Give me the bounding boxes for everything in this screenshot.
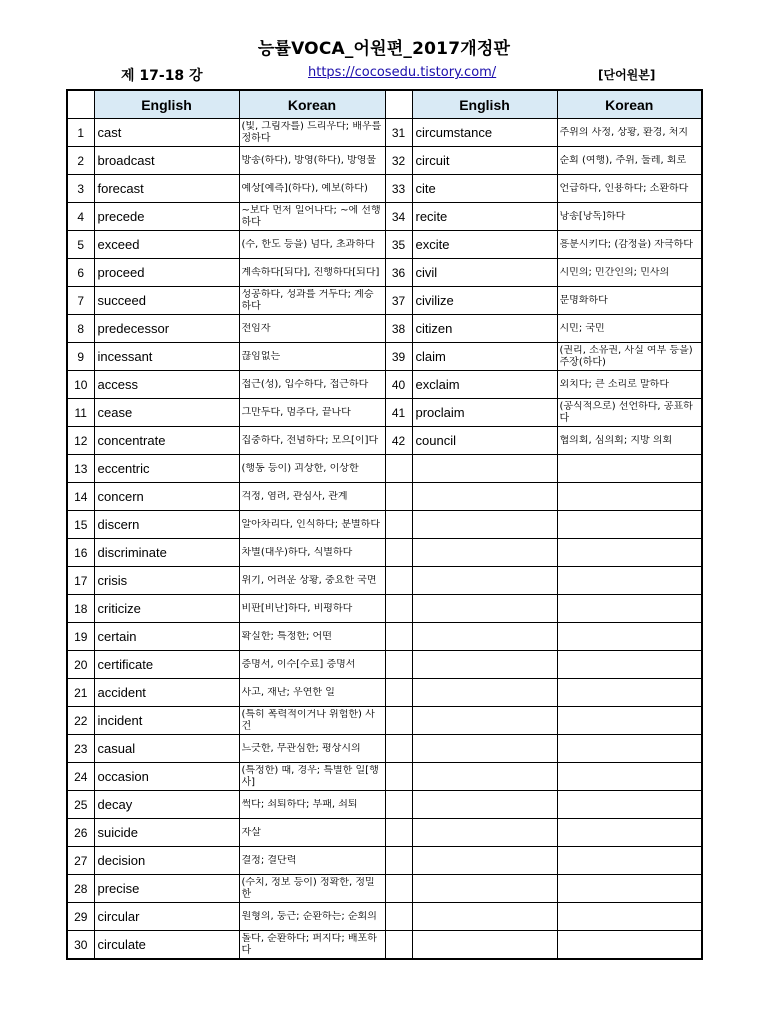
- korean-meaning-text: (수치, 정보 등이) 정확한, 정밀한: [241, 876, 375, 900]
- korean-meaning: [239, 735, 385, 763]
- korean-header: Korean: [557, 90, 702, 119]
- korean-meaning: [239, 651, 385, 679]
- korean-meaning: [239, 203, 385, 231]
- english-word: [412, 875, 557, 903]
- korean-meaning: [557, 231, 702, 259]
- korean-meaning-text: ~보다 먼저 일어나다; ~에 선행하다: [241, 204, 381, 228]
- korean-meaning: [239, 119, 385, 147]
- english-word: cast: [94, 119, 239, 147]
- english-word: forecast: [94, 175, 239, 203]
- word-number: 6: [67, 259, 94, 287]
- korean-meaning: [557, 595, 702, 623]
- korean-meaning: [557, 679, 702, 707]
- korean-meaning-text: 성공하다, 성과를 거두다; 계승하다: [241, 288, 374, 312]
- table-row: [67, 819, 702, 847]
- korean-meaning: [239, 539, 385, 567]
- korean-meaning: [557, 847, 702, 875]
- word-number: 18: [67, 595, 94, 623]
- english-word: decay: [94, 791, 239, 819]
- korean-meaning: [557, 707, 702, 735]
- korean-meaning: [239, 175, 385, 203]
- korean-meaning: [557, 875, 702, 903]
- word-number: 3: [67, 175, 94, 203]
- korean-meaning-text: 전임자: [241, 322, 271, 334]
- korean-meaning-text: 협의회, 심의회; 지방 의회: [559, 434, 673, 446]
- blog-link[interactable]: https://cocosedu.tistory.com/: [308, 65, 497, 80]
- korean-meaning: [239, 371, 385, 399]
- english-word: council: [412, 427, 557, 455]
- english-word: [412, 623, 557, 651]
- english-word: recite: [412, 203, 557, 231]
- word-number: 33: [385, 175, 412, 203]
- word-number: 32: [385, 147, 412, 175]
- table-row: [67, 315, 702, 343]
- english-word: claim: [412, 343, 557, 371]
- korean-meaning-text: 썩다; 쇠퇴하다; 부패, 쇠퇴: [241, 798, 358, 810]
- korean-meaning: [557, 931, 702, 960]
- word-number: 11: [67, 399, 94, 427]
- korean-meaning: [557, 651, 702, 679]
- english-word: civil: [412, 259, 557, 287]
- korean-meaning: [557, 511, 702, 539]
- english-word: incessant: [94, 343, 239, 371]
- english-word: certain: [94, 623, 239, 651]
- english-word: incident: [94, 707, 239, 735]
- korean-meaning-text: 방송(하다), 방영(하다), 방영물: [241, 154, 377, 166]
- english-word: proceed: [94, 259, 239, 287]
- english-word: [412, 735, 557, 763]
- word-number: 13: [67, 455, 94, 483]
- korean-meaning-text: 확실한; 특정한; 어떤: [241, 630, 332, 642]
- korean-meaning: [557, 203, 702, 231]
- korean-meaning: [557, 735, 702, 763]
- english-word: discern: [94, 511, 239, 539]
- korean-meaning-text: 그만두다, 멈추다, 끝나다: [241, 406, 351, 418]
- english-word: excite: [412, 231, 557, 259]
- word-number: 16: [67, 539, 94, 567]
- korean-meaning: [557, 427, 702, 455]
- table-row: [67, 903, 702, 931]
- word-number: [385, 539, 412, 567]
- vocab-body: [67, 119, 702, 960]
- english-word: casual: [94, 735, 239, 763]
- korean-meaning: [239, 259, 385, 287]
- vocab-table: [66, 89, 703, 960]
- english-word: access: [94, 371, 239, 399]
- num-header: [385, 90, 412, 119]
- english-word: citizen: [412, 315, 557, 343]
- english-word: precise: [94, 875, 239, 903]
- korean-meaning: [239, 455, 385, 483]
- english-word: accident: [94, 679, 239, 707]
- table-row: [67, 455, 702, 483]
- word-number: 20: [67, 651, 94, 679]
- english-word: [412, 483, 557, 511]
- korean-meaning-text: 원형의, 둥근; 순환하는; 순회의: [241, 910, 377, 922]
- korean-meaning-text: 돌다, 순환하다; 퍼지다; 배포하다: [241, 932, 377, 956]
- table-row: [67, 483, 702, 511]
- word-number: 12: [67, 427, 94, 455]
- english-word: [412, 707, 557, 735]
- word-number: [385, 763, 412, 791]
- korean-meaning-text: 계속하다[되다], 진행하다[되다]: [241, 266, 380, 278]
- english-word: broadcast: [94, 147, 239, 175]
- english-word: [412, 511, 557, 539]
- english-word: [412, 595, 557, 623]
- lecture-label: 제 17-18 강: [121, 68, 203, 84]
- korean-meaning-text: 차별(대우)하다, 식별하다: [241, 546, 353, 558]
- korean-meaning-text: (권리, 소유권, 사실 여부 등을) 주장(하다): [559, 344, 693, 368]
- korean-meaning-text: 증명서, 이수[수료] 증명서: [241, 658, 356, 670]
- korean-meaning-text: 결정; 결단력: [241, 854, 297, 866]
- english-word: [412, 455, 557, 483]
- table-row: [67, 847, 702, 875]
- table-row: [67, 399, 702, 427]
- word-number: 27: [67, 847, 94, 875]
- korean-meaning-text: 집중하다, 전념하다; 모으[이]다: [241, 434, 379, 446]
- korean-meaning-text: 외치다; 큰 소리로 말하다: [559, 378, 670, 390]
- english-word: [412, 567, 557, 595]
- word-number: 1: [67, 119, 94, 147]
- word-number: 37: [385, 287, 412, 315]
- english-header: English: [412, 90, 557, 119]
- word-number: [385, 819, 412, 847]
- korean-meaning-text: 자살: [241, 826, 261, 838]
- korean-meaning-text: (행동 등이) 괴상한, 이상한: [241, 462, 359, 474]
- word-number: 30: [67, 931, 94, 960]
- korean-meaning: [239, 147, 385, 175]
- english-word: [412, 763, 557, 791]
- korean-meaning: [557, 539, 702, 567]
- word-number: [385, 931, 412, 960]
- korean-meaning: [239, 427, 385, 455]
- document-title: 능률VOCA_어원편_2017개정판: [257, 39, 511, 59]
- word-number: 26: [67, 819, 94, 847]
- korean-meaning: [239, 623, 385, 651]
- word-number: 41: [385, 399, 412, 427]
- english-word: [412, 539, 557, 567]
- english-word: crisis: [94, 567, 239, 595]
- num-header: [67, 90, 94, 119]
- korean-meaning: [239, 315, 385, 343]
- english-word: criticize: [94, 595, 239, 623]
- table-row: [67, 259, 702, 287]
- word-number: 25: [67, 791, 94, 819]
- word-number: 4: [67, 203, 94, 231]
- korean-meaning: [557, 455, 702, 483]
- table-row: [67, 147, 702, 175]
- english-word: circular: [94, 903, 239, 931]
- korean-meaning: [239, 875, 385, 903]
- table-row: [67, 707, 702, 735]
- english-word: [412, 931, 557, 960]
- english-word: [412, 819, 557, 847]
- korean-meaning: [557, 903, 702, 931]
- word-number: 38: [385, 315, 412, 343]
- table-row: [67, 875, 702, 903]
- korean-meaning: [557, 119, 702, 147]
- word-number: 2: [67, 147, 94, 175]
- korean-meaning-text: (특히 폭력적이거나 위험한) 사건: [241, 708, 375, 732]
- word-number: 29: [67, 903, 94, 931]
- word-number: 24: [67, 763, 94, 791]
- korean-meaning-text: 위기, 어려운 상황, 중요한 국면: [241, 574, 377, 586]
- word-number: 40: [385, 371, 412, 399]
- english-word: circumstance: [412, 119, 557, 147]
- korean-meaning: [557, 287, 702, 315]
- word-number: 15: [67, 511, 94, 539]
- english-word: exclaim: [412, 371, 557, 399]
- korean-meaning: [557, 259, 702, 287]
- word-number: 22: [67, 707, 94, 735]
- word-number: [385, 875, 412, 903]
- korean-meaning-text: 걱정, 염려, 관심사, 관계: [241, 490, 348, 502]
- korean-meaning: [557, 371, 702, 399]
- word-number: 42: [385, 427, 412, 455]
- english-word: suicide: [94, 819, 239, 847]
- korean-meaning: [557, 315, 702, 343]
- english-word: [412, 679, 557, 707]
- korean-meaning: [557, 819, 702, 847]
- word-number: [385, 623, 412, 651]
- korean-meaning-text: 문명화하다: [559, 294, 608, 306]
- word-number: 34: [385, 203, 412, 231]
- word-number: [385, 735, 412, 763]
- korean-meaning: [557, 623, 702, 651]
- word-number: 23: [67, 735, 94, 763]
- word-number: 7: [67, 287, 94, 315]
- word-number: 19: [67, 623, 94, 651]
- korean-meaning-text: 낭송[낭독]하다: [559, 210, 626, 222]
- word-number: [385, 595, 412, 623]
- english-header: English: [94, 90, 239, 119]
- word-number: [385, 511, 412, 539]
- table-row: [67, 175, 702, 203]
- word-number: [385, 903, 412, 931]
- table-row: [67, 119, 702, 147]
- korean-meaning: [239, 707, 385, 735]
- korean-meaning-text: 시민; 국민: [559, 322, 605, 334]
- korean-meaning: [239, 819, 385, 847]
- word-number: 17: [67, 567, 94, 595]
- word-number: 31: [385, 119, 412, 147]
- table-row: [67, 791, 702, 819]
- word-number: [385, 791, 412, 819]
- korean-meaning: [239, 399, 385, 427]
- korean-meaning: [557, 343, 702, 371]
- english-word: civilize: [412, 287, 557, 315]
- english-word: circulate: [94, 931, 239, 960]
- english-word: [412, 651, 557, 679]
- english-word: predecessor: [94, 315, 239, 343]
- korean-meaning-text: 시민의; 민간인의; 민사의: [559, 266, 670, 278]
- korean-meaning: [239, 567, 385, 595]
- table-row: [67, 231, 702, 259]
- word-number: 21: [67, 679, 94, 707]
- table-row: [67, 511, 702, 539]
- korean-meaning: [557, 567, 702, 595]
- korean-meaning-text: 느긋한, 무관심한; 평상시의: [241, 742, 361, 754]
- english-word: [412, 791, 557, 819]
- korean-meaning: [557, 791, 702, 819]
- korean-meaning-text: 알아차리다, 인식하다; 분별하다: [241, 518, 380, 530]
- korean-meaning-text: 끊임없는: [241, 350, 281, 362]
- korean-meaning: [239, 847, 385, 875]
- korean-meaning-text: (특정한) 때, 경우; 특별한 일[행사]: [241, 764, 379, 788]
- word-number: 35: [385, 231, 412, 259]
- korean-meaning: [239, 511, 385, 539]
- english-word: concentrate: [94, 427, 239, 455]
- korean-meaning: [239, 483, 385, 511]
- table-row: [67, 651, 702, 679]
- english-word: [412, 847, 557, 875]
- word-number: 39: [385, 343, 412, 371]
- korean-meaning-text: 비판[비난]하다, 비평하다: [241, 602, 353, 614]
- korean-meaning: [239, 679, 385, 707]
- word-number: 5: [67, 231, 94, 259]
- english-word: [412, 903, 557, 931]
- word-number: 14: [67, 483, 94, 511]
- korean-meaning: [239, 931, 385, 960]
- english-word: cease: [94, 399, 239, 427]
- table-row: [67, 679, 702, 707]
- table-row: [67, 427, 702, 455]
- english-word: certificate: [94, 651, 239, 679]
- english-word: discriminate: [94, 539, 239, 567]
- word-number: 10: [67, 371, 94, 399]
- korean-meaning-text: 순회 (여행), 주위, 둘레, 회로: [559, 154, 687, 166]
- word-number: 36: [385, 259, 412, 287]
- korean-meaning-text: (빛, 그림자를) 드리우다; 배우를 정하다: [241, 120, 382, 144]
- word-number: 28: [67, 875, 94, 903]
- korean-meaning: [557, 763, 702, 791]
- korean-meaning: [557, 147, 702, 175]
- korean-meaning: [239, 791, 385, 819]
- korean-meaning-text: 주위의 사정, 상황, 환경, 처지: [559, 126, 689, 138]
- table-header-row: [67, 90, 702, 119]
- korean-meaning-text: (수, 한도 등을) 넘다, 초과하다: [241, 238, 375, 250]
- word-number: [385, 679, 412, 707]
- table-row: [67, 735, 702, 763]
- edition-label: [단어원본]: [598, 68, 656, 82]
- korean-meaning-text: 흥분시키다; (감정을) 자극하다: [559, 238, 693, 250]
- english-word: precede: [94, 203, 239, 231]
- korean-meaning: [239, 287, 385, 315]
- english-word: exceed: [94, 231, 239, 259]
- table-row: [67, 539, 702, 567]
- english-word: proclaim: [412, 399, 557, 427]
- english-word: decision: [94, 847, 239, 875]
- word-number: 8: [67, 315, 94, 343]
- word-number: 9: [67, 343, 94, 371]
- word-number: [385, 455, 412, 483]
- table-row: [67, 343, 702, 371]
- korean-meaning-text: 사고, 재난; 우연한 일: [241, 686, 335, 698]
- table-row: [67, 763, 702, 791]
- word-number: [385, 567, 412, 595]
- korean-meaning: [239, 343, 385, 371]
- english-word: concern: [94, 483, 239, 511]
- english-word: succeed: [94, 287, 239, 315]
- word-number: [385, 707, 412, 735]
- korean-meaning-text: 예상[예측](하다), 예보(하다): [241, 182, 368, 194]
- word-number: [385, 651, 412, 679]
- korean-meaning: [239, 231, 385, 259]
- korean-meaning: [239, 595, 385, 623]
- table-row: [67, 287, 702, 315]
- korean-meaning-text: 언급하다, 인용하다; 소환하다: [559, 182, 689, 194]
- korean-meaning: [557, 399, 702, 427]
- korean-meaning: [239, 903, 385, 931]
- table-row: [67, 595, 702, 623]
- table-row: [67, 567, 702, 595]
- korean-meaning: [557, 175, 702, 203]
- korean-meaning: [239, 763, 385, 791]
- table-row: [67, 371, 702, 399]
- english-word: circuit: [412, 147, 557, 175]
- word-number: [385, 483, 412, 511]
- korean-header: Korean: [239, 90, 385, 119]
- table-row: [67, 203, 702, 231]
- english-word: eccentric: [94, 455, 239, 483]
- korean-meaning-text: 접근(성), 입수하다, 접근하다: [241, 378, 369, 390]
- korean-meaning: [557, 483, 702, 511]
- english-word: occasion: [94, 763, 239, 791]
- table-row: [67, 931, 702, 960]
- word-number: [385, 847, 412, 875]
- english-word: cite: [412, 175, 557, 203]
- korean-meaning-text: (공식적으로) 선언하다, 공표하다: [559, 400, 693, 424]
- table-row: [67, 623, 702, 651]
